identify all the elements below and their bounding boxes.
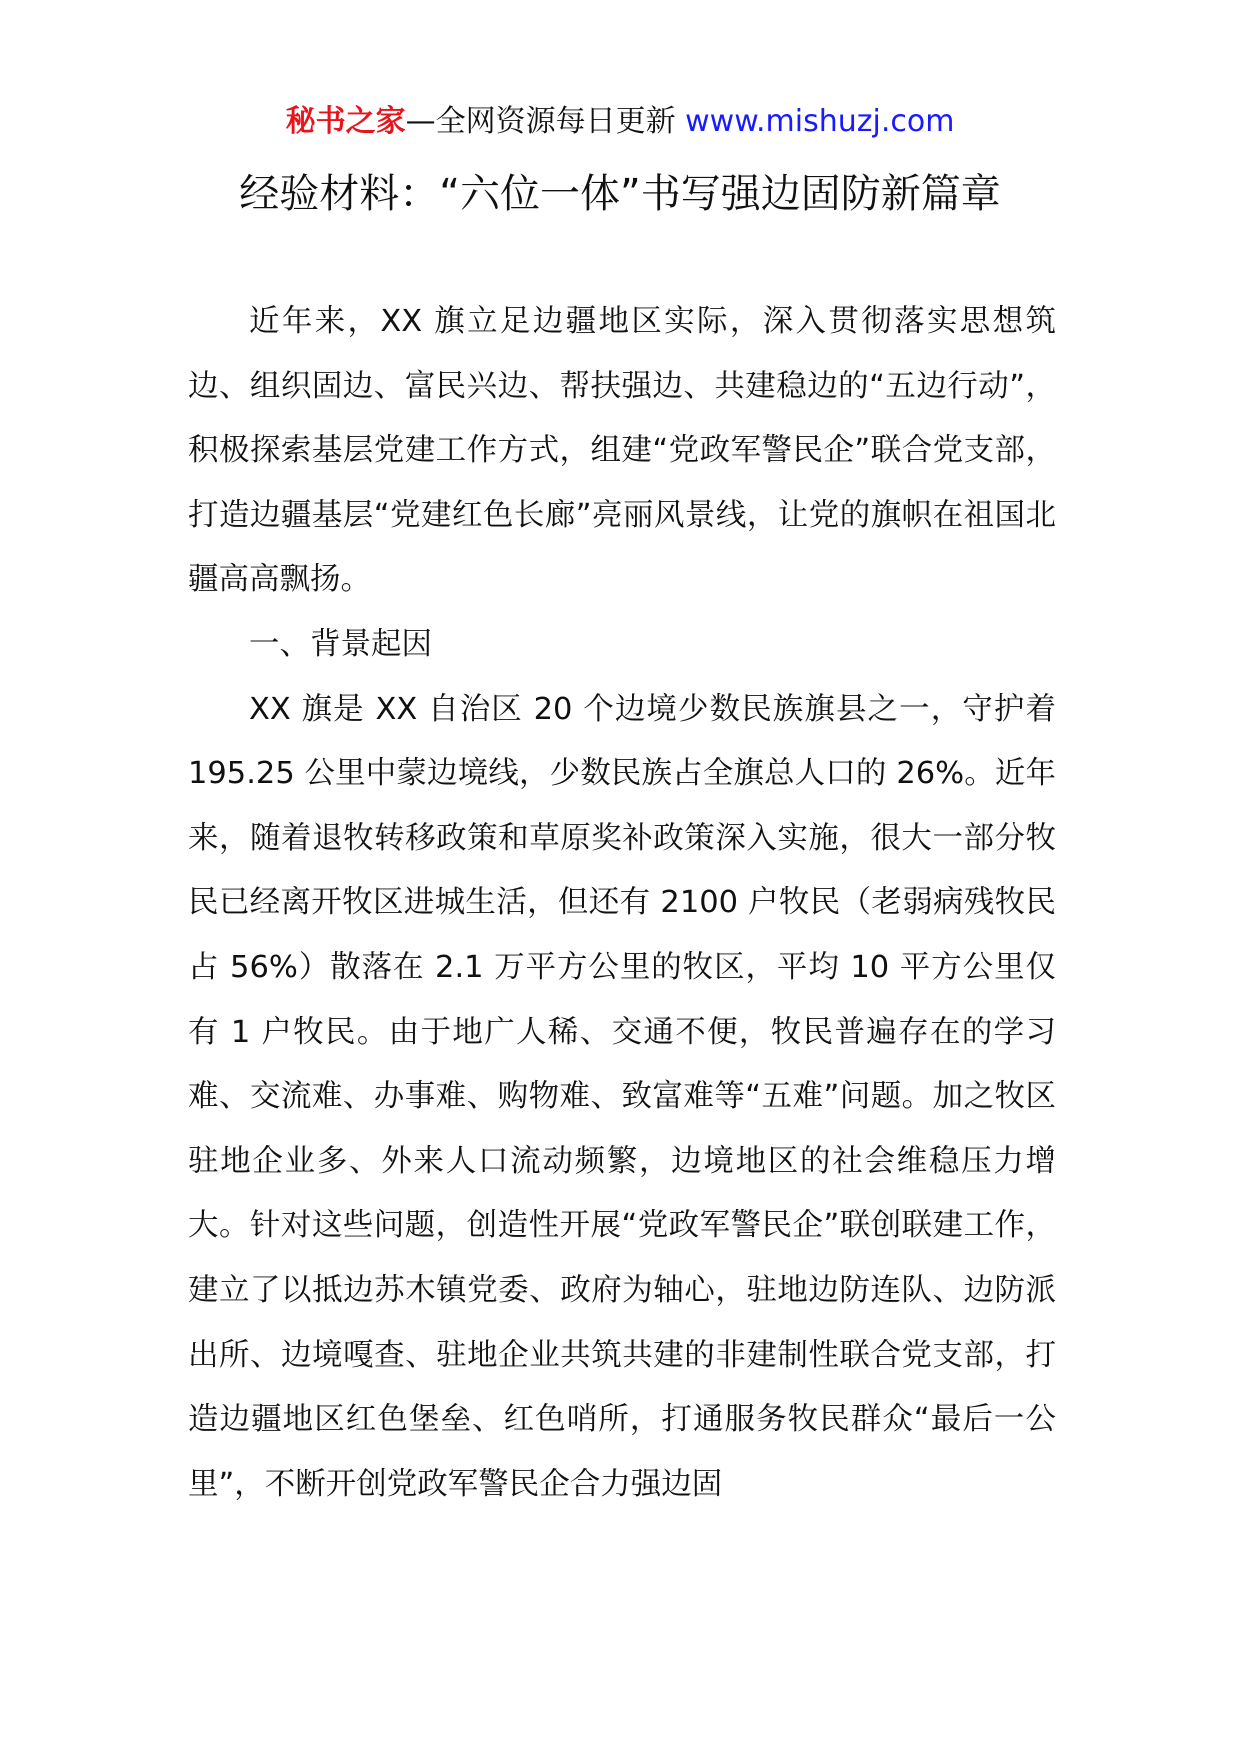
section-heading-background: 一、背景起因 [249,626,432,662]
document-title: 经验材料：“六位一体”书写强边固防新篇章 [239,171,1001,217]
brand-name: 秘书之家 [285,104,406,139]
document-body [188,290,1056,1517]
intro-paragraph: 近年来，XX 旗立足边疆地区实际，深入贯彻落实思想筑边、组织固边、富民兴边、帮扶强边、共建稳边的“五边行动”，积极探索基层党建工作方式，组建“党政军警民企”联合党支部，打造边疆基层“党建红色长廊”亮丽风景线，让党的旗帜在祖国北疆高高飘扬。 [188,304,1056,598]
header-tagline: —全网资源每日更新 [405,104,686,139]
site-header [0,100,1240,144]
site-url-link[interactable]: www.mishuzj.com [685,104,955,139]
background-paragraph: XX 旗是 XX 自治区 20 个边境少数民族旗县之一，守护着 195.25 公里中蒙边境线，少数民族占全旗总人口的 26%。近年来，随着退牧转移政策和草原奖补政策深入实施，很大一部分牧民已经离开牧区进城生活，但还有 2100 户牧民（老弱病残牧民占 56%）散落在 2.1 万平方公里的牧区，平均 10 平方公里仅有 1 户牧民。由于地广人稀、交通不便，牧民普遍存在的学习难、交流难、办事难、购物难、致富难等“五难”问题。加之牧区驻地企业多、外来人口流动频繁，边境地区的社会维稳压力增大。针对这些问题，创造性开展“党政军警民企”联创联建工作，建立了以抵边苏木镇党委、政府为轴心，驻地边防连队、边防派出所、边境嘎查、驻地企业共筑共建的非建制性联合党支部，打造边疆地区红色堡垒、红色哨所，打通服务牧民群众“最后一公里”，不断开创党政军警民企合力强边固 [188,691,1056,1502]
